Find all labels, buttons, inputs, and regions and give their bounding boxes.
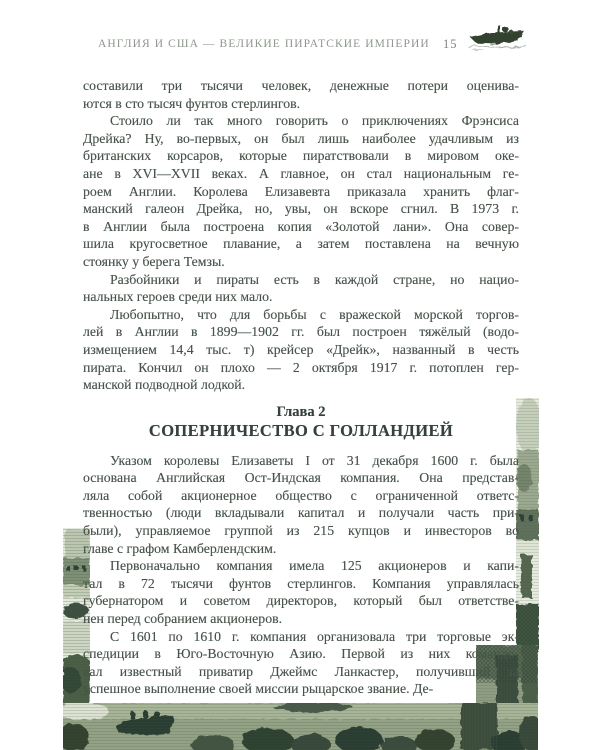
paragraph xyxy=(83,306,519,394)
text-line: стоянку у берега Темзы. xyxy=(83,253,225,269)
text-line: твенностью (люди вкладывали капитал и получали часть при- xyxy=(83,505,519,521)
running-title: АНГЛИЯ И США — ВЕЛИКИЕ ПИРАТСКИЕ ИМПЕРИИ xyxy=(98,38,430,50)
content-area xyxy=(83,77,519,698)
text-line: ются в сто тысяч фунтов стерлингов. xyxy=(83,95,301,111)
text-line: губернатором и советом директоров, который был ответстве- xyxy=(83,593,519,609)
text-line: манский галеон Дрейка, но, увы, он вскоре сгнил. В 1973 г. xyxy=(83,201,519,217)
page-number: 15 xyxy=(443,37,458,51)
paragraph xyxy=(83,557,519,627)
paragraph xyxy=(83,452,519,558)
paragraph xyxy=(83,271,519,306)
chapter-number: Глава 2 xyxy=(276,403,326,420)
text-line: роем Англии. Королева Елизавевта приказала хранить флаг- xyxy=(83,183,519,199)
text-line: С 1601 по 1610 г. компания организовала три торговые эк- xyxy=(110,628,519,644)
text-line: нальных героев среди них мало. xyxy=(83,289,273,305)
text-line: были), управляемое группой из 215 купцов и инвесторов во xyxy=(83,523,519,539)
text-line: британских корсаров, которые пиратствовали в мировом оке- xyxy=(83,148,519,164)
chapter-title: СОПЕРНИЧЕСТВО С ГОЛЛАНДИЕЙ xyxy=(148,420,454,440)
text-line: ляла собой акционерное общество с ограниченной ответс- xyxy=(83,487,519,503)
text-line: Стоило ли так много говорить о приключениях Фрэнсиса xyxy=(110,113,519,129)
text-line: шила кругосветное плавание, а затем поставлена на вечную xyxy=(83,236,519,252)
text-line: Разбойники и пираты есть в каждой стране, но нацио- xyxy=(110,271,519,287)
text-line: манской подводной лодкой. xyxy=(83,377,246,393)
text-line: пирата. Кончил он плохо — 2 октября 1917 г. потоплен гер- xyxy=(83,359,519,375)
text-line: составили три тысячи человек, денежные потери оценива- xyxy=(83,78,519,93)
text-line: Первоначально компания имела 125 акционеров и капи- xyxy=(110,558,519,574)
text-line: вал известный приватир Джеймс Ланкастер, получивший за xyxy=(83,663,519,679)
paragraph xyxy=(83,112,519,270)
text-line: основана Английская Ост-Индская компания. Она представ- xyxy=(83,470,519,486)
paragraph xyxy=(83,628,519,698)
harbor-crowd-bottom-engraving xyxy=(63,703,538,750)
paragraph xyxy=(83,77,519,112)
text-line: успешное выполнение своей миссии рыцарское звание. Де- xyxy=(83,681,434,697)
text-line: лей в Англии в 1899—1902 гг. был построен тяжёлый (водо- xyxy=(83,324,519,340)
text-line: Любопытно, что для борьбы с вражеской морской торгов- xyxy=(110,306,519,322)
garden-right-margin-engraving xyxy=(516,398,539,652)
text-line: спедиции в Юго-Восточную Азию. Первой из них командо- xyxy=(83,646,519,662)
text-line: Указом королевы Елизаветы I от 31 декабря 1600 г. была xyxy=(110,452,519,468)
text-line: нен перед собранием акционеров. xyxy=(83,611,283,627)
text-line: ане в XVI—XVII веках. А главное, он стал национальным ге- xyxy=(83,165,519,181)
text-line: главе с графом Камберлендским. xyxy=(83,540,277,556)
chapter-heading xyxy=(83,403,519,440)
text-line: Дрейка? Ну, во-первых, он был лишь наиболее удачливым из xyxy=(83,130,519,146)
text-line: измещением 14,4 тыс. т) крейсер «Дрейк», названный в честь xyxy=(83,341,519,357)
rowboat-engraving-icon xyxy=(468,22,532,54)
text-line: в Англии была построена копия «Золотой лани». Она совер- xyxy=(83,218,519,234)
text-line: тал в 72 тысячи фунтов стерлингов. Компания управлялась xyxy=(83,575,519,591)
